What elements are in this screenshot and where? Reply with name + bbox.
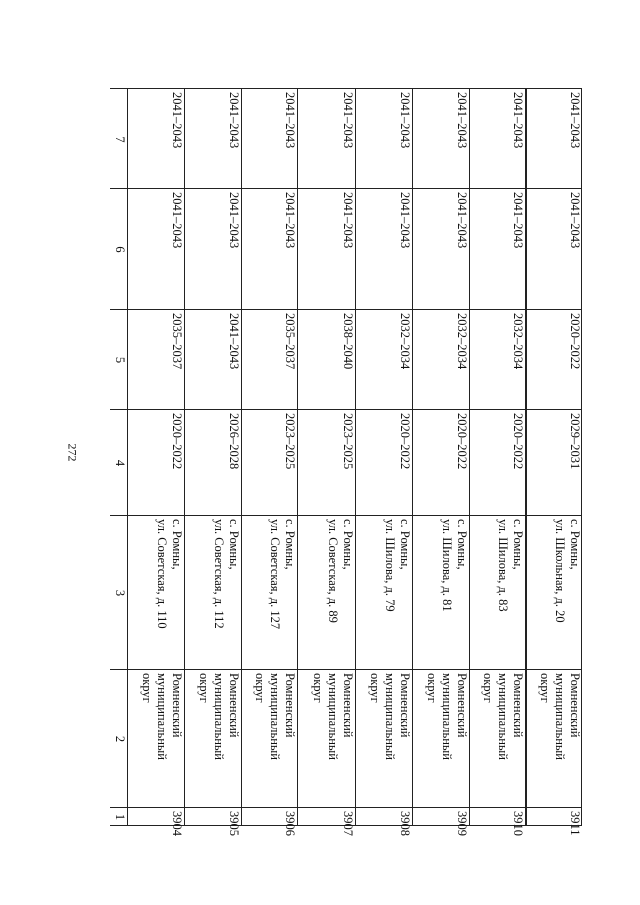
cell-district-text: округ <box>481 673 495 703</box>
cell-address-text: ул. Советская, д. 127 <box>268 519 282 630</box>
cell-period-6 <box>185 189 242 310</box>
cell-period-6 <box>298 189 356 310</box>
data-table <box>110 88 582 836</box>
header-cell-period-5 <box>110 310 128 410</box>
cell-address <box>413 516 470 670</box>
cell-period-7-text: 2041–2043 <box>170 92 184 149</box>
cell-period-5 <box>128 310 185 410</box>
cell-district-text: Ромненский <box>341 673 355 738</box>
cell-address-text: с. Ромны, <box>170 519 184 570</box>
cell-district-text: Ромненский <box>170 673 184 738</box>
cell-period-7 <box>470 88 526 189</box>
header-cell-address-text: 3 <box>113 589 127 597</box>
cell-number <box>413 808 470 836</box>
cell-period-6 <box>413 189 470 310</box>
cell-period-4-text: 2029–2031 <box>568 413 582 470</box>
header-cell-period-6 <box>110 189 128 310</box>
cell-address <box>470 516 526 670</box>
cell-period-5 <box>470 310 526 410</box>
cell-period-6 <box>242 189 298 310</box>
cell-period-7 <box>128 88 185 189</box>
cell-district-text: Ромненский <box>511 673 525 738</box>
cell-district-text: муниципальный <box>383 673 397 760</box>
cell-number <box>356 808 413 836</box>
header-cell-period-6-text: 6 <box>113 246 127 253</box>
cell-address <box>128 516 185 670</box>
cell-address-text: ул. Советская, д. 112 <box>212 519 226 629</box>
header-cell-district-text: 2 <box>113 735 127 743</box>
header-cell-period-4-text: 4 <box>113 459 127 467</box>
header-cell-district <box>110 670 128 808</box>
cell-number <box>526 808 582 836</box>
cell-address-text: ул. Шилова, д. 79 <box>383 519 397 612</box>
cell-address-text: с. Ромны, <box>283 519 297 570</box>
cell-address-text: с. Ромны, <box>568 519 582 570</box>
cell-number-text: 3908 <box>398 811 412 836</box>
cell-period-6-text: 2041–2043 <box>227 192 241 249</box>
header-cell-period-7 <box>110 88 128 189</box>
cell-district-text: Ромненский <box>398 673 412 738</box>
cell-period-6-text: 2041–2043 <box>511 192 525 249</box>
header-cell-period-4 <box>110 410 128 516</box>
cell-district-text: округ <box>368 673 382 703</box>
cell-district <box>413 670 470 808</box>
cell-period-4-text: 2020–2022 <box>455 413 469 470</box>
cell-period-6-text: 2041–2043 <box>455 192 469 249</box>
cell-period-5 <box>356 310 413 410</box>
cell-period-6 <box>356 189 413 310</box>
cell-district-text: округ <box>140 673 154 703</box>
cell-period-5-text: 2035–2037 <box>170 313 184 370</box>
cell-period-7-text: 2041–2043 <box>341 92 355 149</box>
cell-period-6-text: 2041–2043 <box>283 192 297 249</box>
cell-district-text: Ромненский <box>283 673 297 738</box>
cell-address-text: ул. Школьная, д. 20 <box>553 519 567 623</box>
cell-district-text: округ <box>311 673 325 703</box>
cell-period-6 <box>128 189 185 310</box>
cell-number-text: 3904 <box>170 811 184 836</box>
cell-period-4 <box>185 410 242 516</box>
cell-number <box>128 808 185 836</box>
cell-address-text: с. Ромны, <box>341 519 355 570</box>
cell-period-6 <box>526 189 582 310</box>
header-cell-number <box>110 808 128 826</box>
cell-period-4 <box>128 410 185 516</box>
cell-address-text: ул. Шилова, д. 81 <box>440 519 454 612</box>
cell-period-7 <box>298 88 356 189</box>
cell-period-6-text: 2041–2043 <box>170 192 184 249</box>
cell-period-5 <box>185 310 242 410</box>
cell-district-text: муниципальный <box>155 673 169 760</box>
cell-district <box>356 670 413 808</box>
cell-period-7 <box>413 88 470 189</box>
cell-period-6-text: 2041–2043 <box>398 192 412 249</box>
cell-address <box>356 516 413 670</box>
cell-period-7-text: 2041–2043 <box>455 92 469 149</box>
cell-district-text: Ромненский <box>568 673 582 738</box>
cell-district <box>242 670 298 808</box>
cell-number-text: 3905 <box>227 811 241 836</box>
cell-period-4-text: 2023–2025 <box>341 413 355 470</box>
cell-period-4 <box>356 410 413 516</box>
cell-period-4-text: 2023–2025 <box>283 413 297 470</box>
cell-district <box>185 670 242 808</box>
cell-period-5-text: 2032–2034 <box>398 313 412 370</box>
cell-period-7 <box>185 88 242 189</box>
cell-period-7-text: 2041–2043 <box>398 92 412 149</box>
cell-period-6-text: 2041–2043 <box>568 192 582 249</box>
cell-period-5-text: 2038–2040 <box>341 313 355 370</box>
cell-number-text: 3911 <box>568 811 582 836</box>
cell-address <box>526 516 582 670</box>
cell-number-text: 3910 <box>511 811 525 836</box>
cell-district-text: Ромненский <box>227 673 241 738</box>
cell-period-5-text: 2035–2037 <box>283 313 297 370</box>
cell-period-5-text: 2032–2034 <box>455 313 469 370</box>
cell-period-5 <box>298 310 356 410</box>
cell-district-text: Ромненский <box>455 673 469 738</box>
cell-address <box>185 516 242 670</box>
cell-period-4 <box>413 410 470 516</box>
cell-district-text: муниципальный <box>553 673 567 760</box>
cell-address-text: ул. Советская, д. 89 <box>326 519 340 623</box>
cell-district-text: округ <box>538 673 552 703</box>
cell-period-7 <box>242 88 298 189</box>
cell-period-7 <box>356 88 413 189</box>
cell-period-4 <box>242 410 298 516</box>
cell-district <box>298 670 356 808</box>
cell-address <box>242 516 298 670</box>
cell-number <box>242 808 298 836</box>
header-cell-period-5-text: 5 <box>113 356 127 364</box>
page-number: 272 <box>65 443 80 462</box>
cell-number-text: 3907 <box>341 811 355 836</box>
cell-period-5 <box>526 310 582 410</box>
cell-period-7-text: 2041–2043 <box>511 92 525 149</box>
cell-address-text: с. Ромны, <box>455 519 469 570</box>
cell-number <box>185 808 242 836</box>
cell-district <box>526 670 582 808</box>
cell-period-4-text: 2020–2022 <box>511 413 525 470</box>
cell-address-text: ул. Шилова, д. 83 <box>496 519 510 612</box>
cell-period-7-text: 2041–2043 <box>568 92 582 149</box>
cell-period-6 <box>470 189 526 310</box>
header-cell-number-text: 1 <box>113 813 127 821</box>
header-cell-address <box>110 516 128 670</box>
cell-period-4-text: 2026–2028 <box>227 413 241 470</box>
cell-district-text: муниципальный <box>268 673 282 760</box>
cell-period-6-text: 2041–2043 <box>341 192 355 249</box>
cell-district-text: муниципальный <box>440 673 454 760</box>
cell-period-5 <box>242 310 298 410</box>
cell-district-text: округ <box>253 673 267 703</box>
cell-district <box>470 670 526 808</box>
cell-district <box>128 670 185 808</box>
cell-district-text: муниципальный <box>496 673 510 760</box>
cell-number-text: 3909 <box>455 811 469 836</box>
cell-period-4 <box>526 410 582 516</box>
cell-period-7 <box>526 88 582 189</box>
cell-number-text: 3906 <box>283 811 297 836</box>
cell-period-5-text: 2020–2022 <box>568 313 582 370</box>
cell-district-text: округ <box>425 673 439 703</box>
cell-address <box>298 516 356 670</box>
cell-period-5 <box>413 310 470 410</box>
cell-number <box>470 808 526 836</box>
cell-period-4 <box>470 410 526 516</box>
cell-address-text: ул. Советская, д. 110 <box>155 519 169 629</box>
cell-period-7-text: 2041–2043 <box>283 92 297 149</box>
cell-district-text: муниципальный <box>212 673 226 760</box>
cell-address-text: с. Ромны, <box>511 519 525 570</box>
cell-number <box>298 808 356 836</box>
cell-district-text: округ <box>197 673 211 703</box>
cell-period-5-text: 2032–2034 <box>511 313 525 370</box>
cell-address-text: с. Ромны, <box>227 519 241 570</box>
cell-period-4-text: 2020–2022 <box>398 413 412 470</box>
cell-district-text: муниципальный <box>326 673 340 760</box>
cell-address-text: с. Ромны, <box>398 519 412 570</box>
cell-period-5-text: 2041–2043 <box>227 313 241 370</box>
header-cell-period-7-text: 7 <box>113 136 127 143</box>
cell-period-4 <box>298 410 356 516</box>
cell-period-4-text: 2020–2022 <box>170 413 184 470</box>
cell-period-7-text: 2041–2043 <box>227 92 241 149</box>
